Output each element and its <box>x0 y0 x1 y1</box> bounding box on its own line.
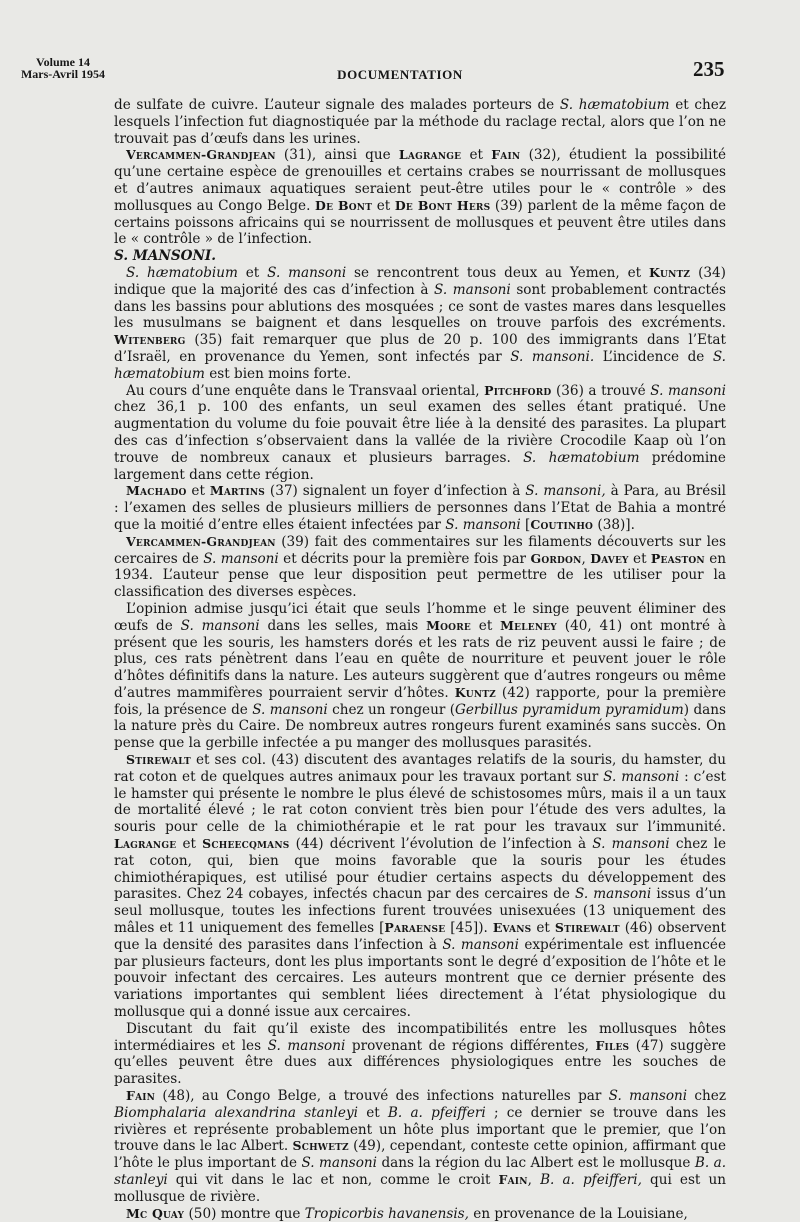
text-run: (36) a trouvé <box>551 382 651 399</box>
author-name: Files <box>595 1037 630 1053</box>
text-run: (44) décrivent l’évolution de l’infection à <box>289 836 593 853</box>
text-run: (37) signalent un foyer d’infection à <box>265 483 526 500</box>
text-run: (32), étudient la possibilité qu’une certaine espèce de grenouilles et certains crabes se nourrissant de mollusques et d’autres animaux aquatiques seraient peut-être utiles pour le « contrôle » des mollusques au Congo Belge. <box>114 147 726 214</box>
author-name: Coutinho <box>530 516 594 532</box>
author-name: Schwetz <box>292 1138 349 1154</box>
italic-term: S. mansoni. <box>510 348 595 365</box>
author-name: Stirewalt <box>126 752 191 768</box>
text-run: (48), au Congo Belge, a trouvé des infections naturelles par <box>155 1088 609 1105</box>
paragraph <box>114 534 726 601</box>
text-run: : c’est le hamster qui présente le nombre le plus élevé de schistosomes mûrs, mais il a un taux de mortalité élevé ; le rat coton convient très bien pour l’étude des vers adultes, la souris pour celle de la chimiothérapie et le rat pour les travaux sur l’immunité. <box>114 768 727 836</box>
italic-term: B. a. stanleyi <box>114 1155 727 1188</box>
paragraph <box>114 97 726 147</box>
text-run: est bien moins forte. <box>204 365 352 382</box>
text-run: et <box>461 147 492 164</box>
text-run: (38)]. <box>593 516 635 533</box>
paragraph <box>114 601 726 752</box>
italic-term: S. mansoni <box>267 264 347 281</box>
text-run: L’opinion admise jusqu’ici était que seuls l’homme et le singe peuvent éliminer des œufs de <box>114 600 726 634</box>
text-run: dans les selles, mais <box>259 617 427 634</box>
author-name: Witenberg <box>114 332 186 348</box>
text-run: (46) observent que la densité des parasites dans l’infection à <box>114 920 726 953</box>
italic-term: Biomphalaria alexandrina stanleyi <box>114 1104 358 1121</box>
text-run: et <box>470 617 501 634</box>
page-number: 235 <box>693 57 725 81</box>
text-run: provenant de régions différentes, <box>345 1037 596 1054</box>
italic-term: S. hæmatobium <box>126 264 238 281</box>
italic-term: S. mansoni <box>203 550 279 567</box>
text-run: L’incidence de <box>594 348 713 365</box>
italic-term: S. mansoni <box>252 701 328 718</box>
paragraph <box>114 265 726 383</box>
text-run: chez <box>687 1088 726 1105</box>
italic-term: S. mansoni <box>575 886 652 903</box>
author-name: Kuntz <box>454 684 496 700</box>
text-run: se rencontrent tous deux au Yemen, et <box>346 264 649 281</box>
author-name: Vercammen-Grandjean <box>126 147 276 163</box>
text-run: qui vit dans le lac et non, comme le croit <box>167 1172 499 1188</box>
text-run: ; ce dernier se trouve dans les rivières et représente probablement un hôte plus important que le premier, que l’on trouve dans le lac Albert. <box>114 1104 726 1155</box>
author-name: Martins <box>209 483 266 499</box>
text-run: qui est un mollusque de rivière. <box>114 1172 726 1205</box>
italic-term: Gerbillus pyramidum pyramidum <box>455 701 684 718</box>
italic-term: S. mansoni <box>608 1088 688 1105</box>
italic-term: S. mansoni <box>442 936 519 953</box>
text-run: , <box>527 1172 541 1188</box>
text-run: (31), ainsi que <box>275 147 399 164</box>
text-run: et <box>372 197 395 214</box>
text-run: en provenance de la Louisiane, <box>468 1205 688 1222</box>
text-run: et chez lesquels l’infection fut diagnostiquée par la méthode du raclage rectal, alors que l’on ne trouvait pas d’œufs dans les urines. <box>114 97 726 147</box>
italic-term: S. mansoni <box>445 516 521 533</box>
italic-term: S. hæmatobium <box>523 449 640 466</box>
author-name: Paraense <box>384 920 446 936</box>
text-run: Discutant du fait qu’il existe des incompatibilités entre les mollusques hôtes intermédiaires et les <box>114 1020 726 1054</box>
italic-term: S. hæmatobium <box>114 348 726 382</box>
author-name: Machado <box>126 483 187 499</box>
italic-term: S. mansoni <box>434 281 511 298</box>
text-run: (47) suggère qu’elles peuvent être dues aux différences physiologiques entre les souches de parasites. <box>114 1037 726 1088</box>
author-name: Peaston <box>650 550 705 566</box>
text-run: issus d’un seul mollusque, toutes les infections furent trouvées unisexuées (13 uniquement des mâles et 11 uniquement des femelles [ <box>114 886 726 937</box>
text-run: (42) rapporte, pour la première fois, la présence de <box>114 684 726 718</box>
text-run: et <box>357 1104 388 1121</box>
italic-term: S. mansoni <box>301 1155 378 1172</box>
text-run: (50) montre que <box>184 1205 305 1222</box>
text-run: (39) parlent de la même façon de certains poissons africains qui se nourrissent de mollusques et peuvent être utiles dans le « contrôle » de l’infection. <box>114 197 726 248</box>
paragraph <box>114 1088 726 1206</box>
text-run: et ses col. (43) discutent des avantages relatifs de la souris, du hamster, du rat coton et de quelques autres animaux pour les travaux portant sur <box>114 752 726 785</box>
article-body <box>114 97 726 1222</box>
text-run: et <box>237 264 268 281</box>
italic-term: S. mansoni <box>267 1037 346 1054</box>
text-run: (40, 41) ont montré à présent que les souris, les hamsters dorés et les rats de riz peuvent aussi le faire ; de plus, ces rats pénètrent dans l’eau en quête de nourriture et peuvent jouer le rôle d’hôtes définitifs dans la nature. Les auteurs suggèrent que d’autres rongeurs ou même d’autres mammifères pourraient servir d’hôtes. <box>114 617 726 701</box>
paragraph <box>114 752 726 1021</box>
text-run: chez un rongeur ( <box>327 701 456 718</box>
author-name: Kuntz <box>648 264 691 280</box>
text-run: (49), cependant, conteste cette opinion, affirmant que l’hôte le plus important de <box>114 1138 726 1172</box>
section-heading: S. MANSONI. <box>114 248 216 265</box>
italic-term: S. mansoni <box>603 768 680 785</box>
text-run: Au cours d’une enquête dans le Transvaal oriental, <box>126 382 485 399</box>
text-run: [ <box>520 516 531 533</box>
author-name: Lagrange <box>398 147 462 163</box>
italic-term: S. hæmatobium <box>559 97 670 113</box>
text-run: en 1934. L’auteur pense que leur disposition peut permettre de les utiliser pour la classification des diverses espèces. <box>114 550 727 601</box>
text-run: chez 36,1 p. 100 des enfants, un seul examen des selles étant pratiqué. Une augmentation du volume du foie pouvait être liée à la densité des parasites. La plupart des cas d’infection s’observaient dans la vallée de la rivière Crocodile Kaap où l’on trouve de nombreux canaux et plusieurs barrages. <box>114 399 726 466</box>
text-run: sont probablement contractés dans les bassins pour ablutions des mosquées ; ce sont de vastes mares dans lesquelles les musulmans se baignent et dans lesquelles on trouve parfois des excréments. <box>114 281 726 332</box>
paragraph <box>114 1021 726 1088</box>
text-run: [45]). <box>445 920 493 937</box>
italic-term: S. mansoni, <box>525 483 606 500</box>
running-title: DOCUMENTATION <box>337 67 463 82</box>
issue-label: Mars-Avril 1954 <box>20 67 106 81</box>
italic-term: B. a. pfeifferi <box>387 1104 486 1121</box>
text-run: expérimentale est influencée par plusieurs facteurs, dont les plus importants sont le degré d’exposition de l’hôte et le pouvoir infectant des cercaires. Les auteurs montrent que ce dernier présente des variations importantes qui semblent liées directement à l’état physiologique du mollusque qui a donné issue aux cercaires. <box>114 936 727 1021</box>
text-run: (39) fait des commentaires sur les filaments découverts sur les cercaires de <box>114 533 726 567</box>
author-name: Vercammen-Grandjean <box>126 533 276 549</box>
text-run: et <box>531 920 555 937</box>
text-run: de sulfate de cuivre. L’auteur signale des malades porteurs de <box>114 97 560 113</box>
text-run: et <box>186 483 210 500</box>
text-run: et <box>176 836 203 853</box>
paragraph <box>114 1206 726 1222</box>
text-run: prédomine largement dans cette région. <box>114 449 726 483</box>
text-run: à Para, au Brésil : l’examen des selles de plusieurs milliers de personnes dans l’Etat de Bahia a montré que la moitié d’entre elles étaient infectées par <box>114 483 726 533</box>
italic-term: S. mansoni <box>592 836 670 853</box>
author-name: Davey <box>590 550 629 566</box>
text-run: et décrits pour la première fois par <box>278 550 531 567</box>
author-name: Scheecqmans <box>202 836 290 852</box>
text-run: et <box>628 550 651 567</box>
author-name: Stirewalt <box>554 920 620 936</box>
author-name: Fain <box>491 147 521 163</box>
italic-term: S. mansoni <box>180 617 260 634</box>
text-run: ) dans la nature près du Caire. De nombreux autres rongeurs furent examinés sans succès. On pense que la gerbille infectée a pu manger des mollusques parasités. <box>114 701 726 752</box>
italic-term: S. mansoni <box>650 382 727 399</box>
author-name: Pitchford <box>484 382 552 398</box>
author-name: Mc Quay <box>126 1205 185 1221</box>
text-run: , <box>581 550 591 567</box>
text-run: (35) fait remarquer que plus de 20 p. 100 des immigrants dans l’Etat d’Israël, en provenance du Yemen, sont infectés par <box>114 332 726 365</box>
author-name: Moore <box>426 617 471 633</box>
text-run: dans la région du lac Albert est le mollusque <box>377 1155 695 1172</box>
author-name: Lagrange <box>114 836 177 852</box>
author-name: De Bont <box>315 197 373 213</box>
paragraph <box>114 483 726 533</box>
author-name: Fain <box>126 1088 156 1104</box>
italic-term: B. a. pfeifferi, <box>540 1172 642 1188</box>
volume-label: Volume 14 <box>36 55 90 69</box>
text-run: chez le rat coton, qui, bien que moins favorable que la souris pour les études chimiothérapiques, est utilisé pour étudier certains aspects du développement des parasites. Chez 24 cobayes, infectés chacun par des cercaires de <box>114 836 726 903</box>
author-name: De Bont Hers <box>394 197 491 213</box>
paragraph <box>114 147 726 248</box>
paragraph <box>114 383 726 484</box>
italic-term: Tropicorbis havanensis, <box>304 1205 469 1222</box>
author-name: Gordon <box>530 550 582 566</box>
author-name: Meleney <box>500 617 557 633</box>
text-run: (34) indique que la majorité des cas d’infection à <box>114 264 726 298</box>
author-name: Fain <box>498 1172 528 1187</box>
author-name: Evans <box>492 920 532 936</box>
